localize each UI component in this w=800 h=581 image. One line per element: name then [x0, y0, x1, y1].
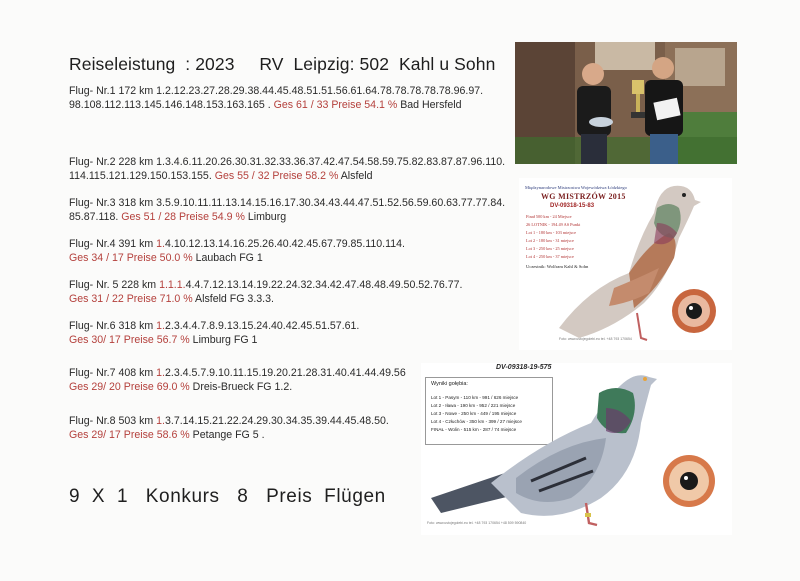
flight-8: [69, 414, 389, 442]
flight-text: Limburg FG 1: [189, 334, 258, 346]
flight-text: 1.2.12.23.27.28.29.38.44.45.48.51.51.56.61.64.78.78.78.78.78.96.97.: [156, 85, 484, 97]
flight-5: [69, 278, 462, 306]
flight-summary-text: 1.: [156, 320, 165, 332]
team-photo: [515, 42, 737, 164]
flight-line: [69, 155, 505, 169]
result-line: Finał 500 km - 24 Miejsce: [526, 214, 572, 219]
flight-text: 2.3.4.4.7.8.9.13.15.24.40.42.45.51.57.61.: [164, 320, 360, 332]
flight-text: Alsfeld FG 3.3.3.: [192, 293, 274, 305]
flight-summary-text: Ges 30/ 17 Preise 56.7 %: [69, 334, 190, 346]
flight-line: [69, 380, 406, 394]
flight-line: [69, 319, 359, 333]
pigeon-illustration: [421, 363, 732, 535]
page-title: Reiseleistung : 2023 RV Leipzig: 502 Kahl u Sohn: [69, 54, 496, 74]
result-line: Lot 4 - Człuchów - 350 km - 399 / 27 miejsce: [431, 419, 522, 424]
flight-line: [69, 414, 389, 428]
flight-text: 3.7.14.15.21.22.24.29.30.34.35.39.44.45.48.50.: [164, 415, 389, 427]
flight-text: Dreis-Brueck FG 1.2.: [189, 381, 293, 393]
pigeon-illustration: [519, 178, 732, 350]
flight-3: [69, 196, 505, 224]
card-title: WG MISTRZÓW 2015: [541, 192, 626, 201]
pigeon-card-2: [421, 363, 732, 535]
flight-text: Limburg: [244, 211, 287, 223]
flight-text: Flug- Nr.7 408 km: [69, 367, 157, 379]
flight-1: [69, 84, 483, 112]
flight-text: Bad Hersfeld: [397, 99, 462, 111]
result-line: Lot 3 - 250 km - 25 miejsce: [526, 246, 574, 251]
flight-line: [69, 428, 389, 442]
flight-6: [69, 319, 359, 347]
flight-line: [69, 210, 505, 224]
flight-text: Alsfeld: [338, 170, 373, 182]
flight-text: Flug- Nr.8 503 km: [69, 415, 157, 427]
flight-summary-text: Ges 29/ 20 Preise 69.0 %: [69, 381, 190, 393]
flight-line: [69, 169, 505, 183]
flight-text: 1.3.4.6.11.20.26.30.31.32.33.36.37.42.47.54.58.59.75.82.83.87.87.96.110.: [156, 156, 506, 168]
card-footer: Foto: www.ustojegolebi.eu tel. +48 793 170654: [559, 337, 632, 341]
flight-line: [69, 237, 405, 251]
flight-line: [69, 366, 406, 380]
flight-summary-text: Ges 61 / 33 Preise 54.1 %: [273, 99, 398, 111]
flight-text: Petange FG 5 .: [189, 429, 265, 441]
flight-summary-text: Ges 55 / 32 Preise 58.2 %: [214, 170, 339, 182]
ring-number: DV-09318-15-83: [550, 203, 595, 209]
card-footer: Foto: www.ustojegolebi.eu tel. +48 793 170654 +48 509 590840: [427, 521, 527, 525]
flight-text: 85.87.118.: [69, 211, 122, 223]
flight-text: Flug- Nr.3 318 km 3.5.9.10.11.11.13.14.15.16.17.30.34.43.44.47.51.52.56.59.60.63.77.77.84.: [69, 197, 506, 209]
flight-text: Flug- Nr.6 318 km: [69, 320, 157, 332]
flight-text: Flug- Nr.1 172 km: [69, 85, 157, 97]
ring-number: DV-09318-19-575: [496, 364, 552, 371]
result-line: Lot 2 - 180 km - 31 miejsce: [526, 238, 574, 243]
card-header-line: Międzynarodowe Mistrzostwa Województwa Łódzkiego: [525, 185, 627, 190]
flight-text: 2.3.4.5.7.9.10.11.15.19.20.21.28.31.40.41.44.49.56: [164, 367, 406, 379]
flight-2: [69, 155, 505, 183]
result-line: FINAŁ - Wolin - 515 km - 287 / 74 miejsce: [431, 427, 517, 432]
results-title: Wyniki gołębia:: [431, 381, 468, 387]
flight-text: Flug- Nr. 5 228 km: [69, 279, 160, 291]
flight-line: [69, 251, 405, 265]
flight-4: [69, 237, 405, 265]
flight-text: 114.115.121.129.150.153.155.: [69, 170, 215, 182]
summary-footer: 9 X 1 Konkurs 8 Preis Flügen: [69, 486, 386, 507]
result-line: 26 LOTNIK - 194.49 AS Punkt: [526, 222, 581, 227]
flight-text: 98.108.112.113.145.146.148.153.163.165 .: [69, 99, 274, 111]
result-line: Lot 1 - 180 km - 103 miejsce: [526, 230, 577, 235]
flight-text: Flug- Nr.4 391 km: [69, 238, 157, 250]
flight-summary-text: 1.: [156, 415, 165, 427]
flight-line: [69, 278, 462, 292]
flight-line: [69, 333, 359, 347]
result-line: Lot 4 - 250 km - 37 miejsce: [526, 254, 574, 259]
flight-summary-text: Ges 29/ 17 Preise 58.6 %: [69, 429, 190, 441]
flight-line: [69, 98, 483, 112]
result-line: Lot 3 - Nowe - 250 km - 449 / 195 miejsce: [431, 411, 517, 416]
flight-text: Laubach FG 1: [192, 252, 263, 264]
flight-summary-text: Ges 31 / 22 Preise 71.0 %: [69, 293, 193, 305]
flight-text: Flug- Nr.2 228 km: [69, 156, 157, 168]
flight-line: [69, 84, 483, 98]
result-line: Lot 2 - Iława - 190 km - 952 / 221 miejsce: [431, 403, 516, 408]
flight-summary-text: Ges 51 / 28 Preise 54.9 %: [121, 211, 245, 223]
flight-summary-text: Ges 34 / 17 Preise 50.0 %: [69, 252, 193, 264]
flight-summary-text: 1.: [156, 367, 165, 379]
flight-line: [69, 292, 462, 306]
result-line: Lot 1 - Pasym - 110 km - 991 / 626 miejsce: [431, 395, 519, 400]
flight-summary-text: 1.1.1.: [159, 279, 186, 291]
pigeon-card-1: [519, 178, 732, 350]
flight-7: [69, 366, 406, 394]
flight-summary-text: 1.: [156, 238, 165, 250]
flight-text: 4.4.7.12.13.14.19.22.24.32.34.42.47.48.48.49.50.52.76.77.: [185, 279, 463, 291]
owner-line: Uczestnik: Wolfram Kahl & Sohn: [526, 264, 589, 269]
flight-text: 4.10.12.13.14.16.25.26.40.42.45.67.79.85.110.114.: [164, 238, 405, 250]
flight-line: [69, 196, 505, 210]
